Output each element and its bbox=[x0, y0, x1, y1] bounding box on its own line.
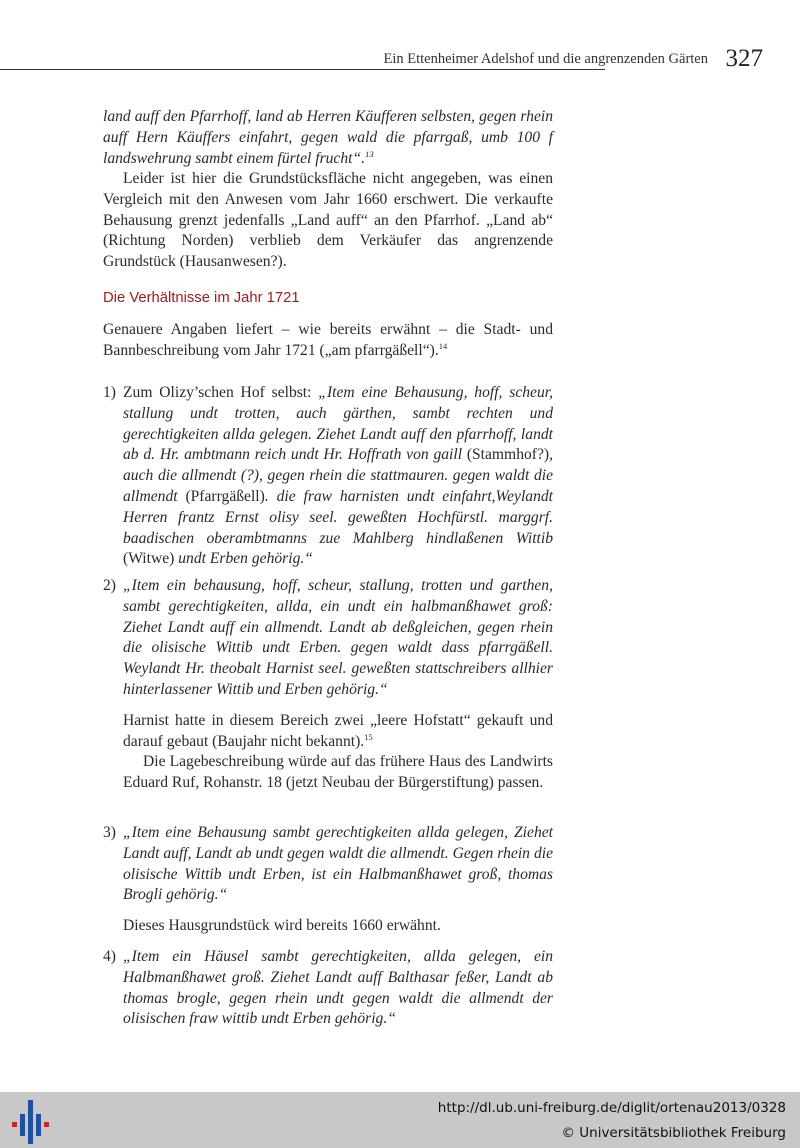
intro-quote: land auff den Pfarrhoff, land ab Herren Käufferen selbsten, gegen rhein auff Hern Käuffers einfahrt, gegen wald die pfarrgaß, umb 100 f landswehrung sambt einem fürtel frucht“.$^{13}$ bbox=[103, 108, 553, 167]
header-rule bbox=[0, 69, 605, 70]
list-number: 3) bbox=[103, 824, 116, 841]
list-item-4 bbox=[103, 947, 553, 1030]
item-quote: „Item eine Behausung sambt gerechtigkeiten allda gelegen, Ziehet Landt auff, Landt ab undt gegen waldt die allmendt. Gegen rhein die olisische Wittib undt Erben, ist ein Halbmanßhawet groß, thomas Brogli gehörig.“ bbox=[123, 824, 553, 904]
footnote-ref: 14 bbox=[438, 340, 448, 351]
item-quote: „Item ein Häusel sambt gerechtigkeiten, allda gelegen, ein Halbmanßhawet groß. Ziehet Landt auff Balthasar feßer, Landt ab thomas brogle, gegen rhein undt gegen waldt die allmendt der olisischen fraw wittib undt Erben gehörig.“ bbox=[123, 948, 553, 1028]
section-heading: Die Verhältnisse im Jahr 1721 bbox=[103, 290, 300, 306]
item-commentary: Dieses Hausgrundstück wird bereits 1660 erwähnt. bbox=[123, 917, 441, 935]
section-intro: Genauere Angaben liefert – wie bereits erwähnt – die Stadt- und Bannbeschreibung vom Jahr 1721 („am pfarrgäßell“).$^{14}$ bbox=[103, 321, 553, 359]
list-body: Zum Olizy’schen Hof selbst: „Item eine Behausung, hoff, scheur, stallung undt trotten, auch gärthen, sambt rechten und gerechtigkeiten allda gelegen. Ziehet Landt auff den pfarrhoff, landt ab d. Hr. ambtmann reich undt Hr. Hoffrath von gaill (Stammhof?), auch die allmendt (?), gegen rhein die stattmauren. gegen waldt die allmendt (Pfarrgäßell). die fraw harnisten undt einfahrt,Weylandt Herren frantz Ernst olisy seel. gewеßten Hochfürstl. marggrf. baadischen oberambtmanns zue Mahlberg hindlaßenen Wittib (Witwe) undt Erben gehörig.“ bbox=[123, 384, 553, 568]
intro-paragraph: Leider ist hier die Grundstücksfläche nicht angegeben, was einen Vergleich mit den Anwesen vom Jahr 1660 erschwert. Die verkaufte Behausung grenzt jedenfalls „Land auff“ an den Pfarrhof. „Land ab“ (Richtung Norden) verblieb dem Verkäufer das angrenzende Grundstück (Hausanwesen?). bbox=[103, 170, 553, 271]
list-body bbox=[123, 576, 553, 794]
list-body bbox=[123, 823, 553, 937]
list-number: 4) bbox=[103, 948, 116, 965]
list-number: 1) bbox=[103, 384, 116, 401]
permalink-link[interactable]: http://dl.ub.uni-freiburg.de/diglit/ortenau2013/0328 bbox=[437, 1100, 786, 1116]
library-footer bbox=[0, 1092, 800, 1148]
ub-freiburg-logo-icon bbox=[10, 1096, 50, 1144]
item-commentary: Harnist hatte in diesem Bereich zwei „leere Hofstatt“ gekauft und darauf gebaut (Baujahr nicht bekannt).$^{15}$ bbox=[123, 711, 553, 750]
item-commentary-2: Die Lagebeschreibung würde auf das frühere Haus des Landwirts Eduard Ruf, Rohanstr. 18 (jetzt Neubau der Bürgerstiftung) passen. bbox=[123, 753, 553, 792]
copyright-text: © Universitätsbibliothek Freiburg bbox=[561, 1125, 786, 1141]
list-item-3 bbox=[103, 823, 553, 937]
footnote-ref: 13 bbox=[365, 148, 374, 159]
footnote-ref: 15 bbox=[364, 731, 373, 742]
list-item-1 bbox=[103, 383, 553, 570]
list-item-2 bbox=[103, 576, 553, 794]
item-quote: „Item ein behausung, hoff, scheur, stallung, trotten und garthen, sambt gerechtigkeiten, allda, ein undt ein halbmanßhawet groß: Ziehet Landt auff ein allmendt. Landt ab deßgleichen, gegen rhein die olisische Wittib undt Erben. gegen waldt dass pfarrgäßell. Weylandt Hr. theobalt Harnist seel. gewеßten stattschreibers allhier hinterlassener Wittib und Erben gehörig.“ bbox=[123, 577, 553, 698]
page-number: 327 bbox=[725, 45, 763, 72]
running-title: Ein Ettenheimer Adelshof und die angrenzenden Gärten bbox=[383, 51, 708, 67]
list-number: 2) bbox=[103, 577, 116, 594]
